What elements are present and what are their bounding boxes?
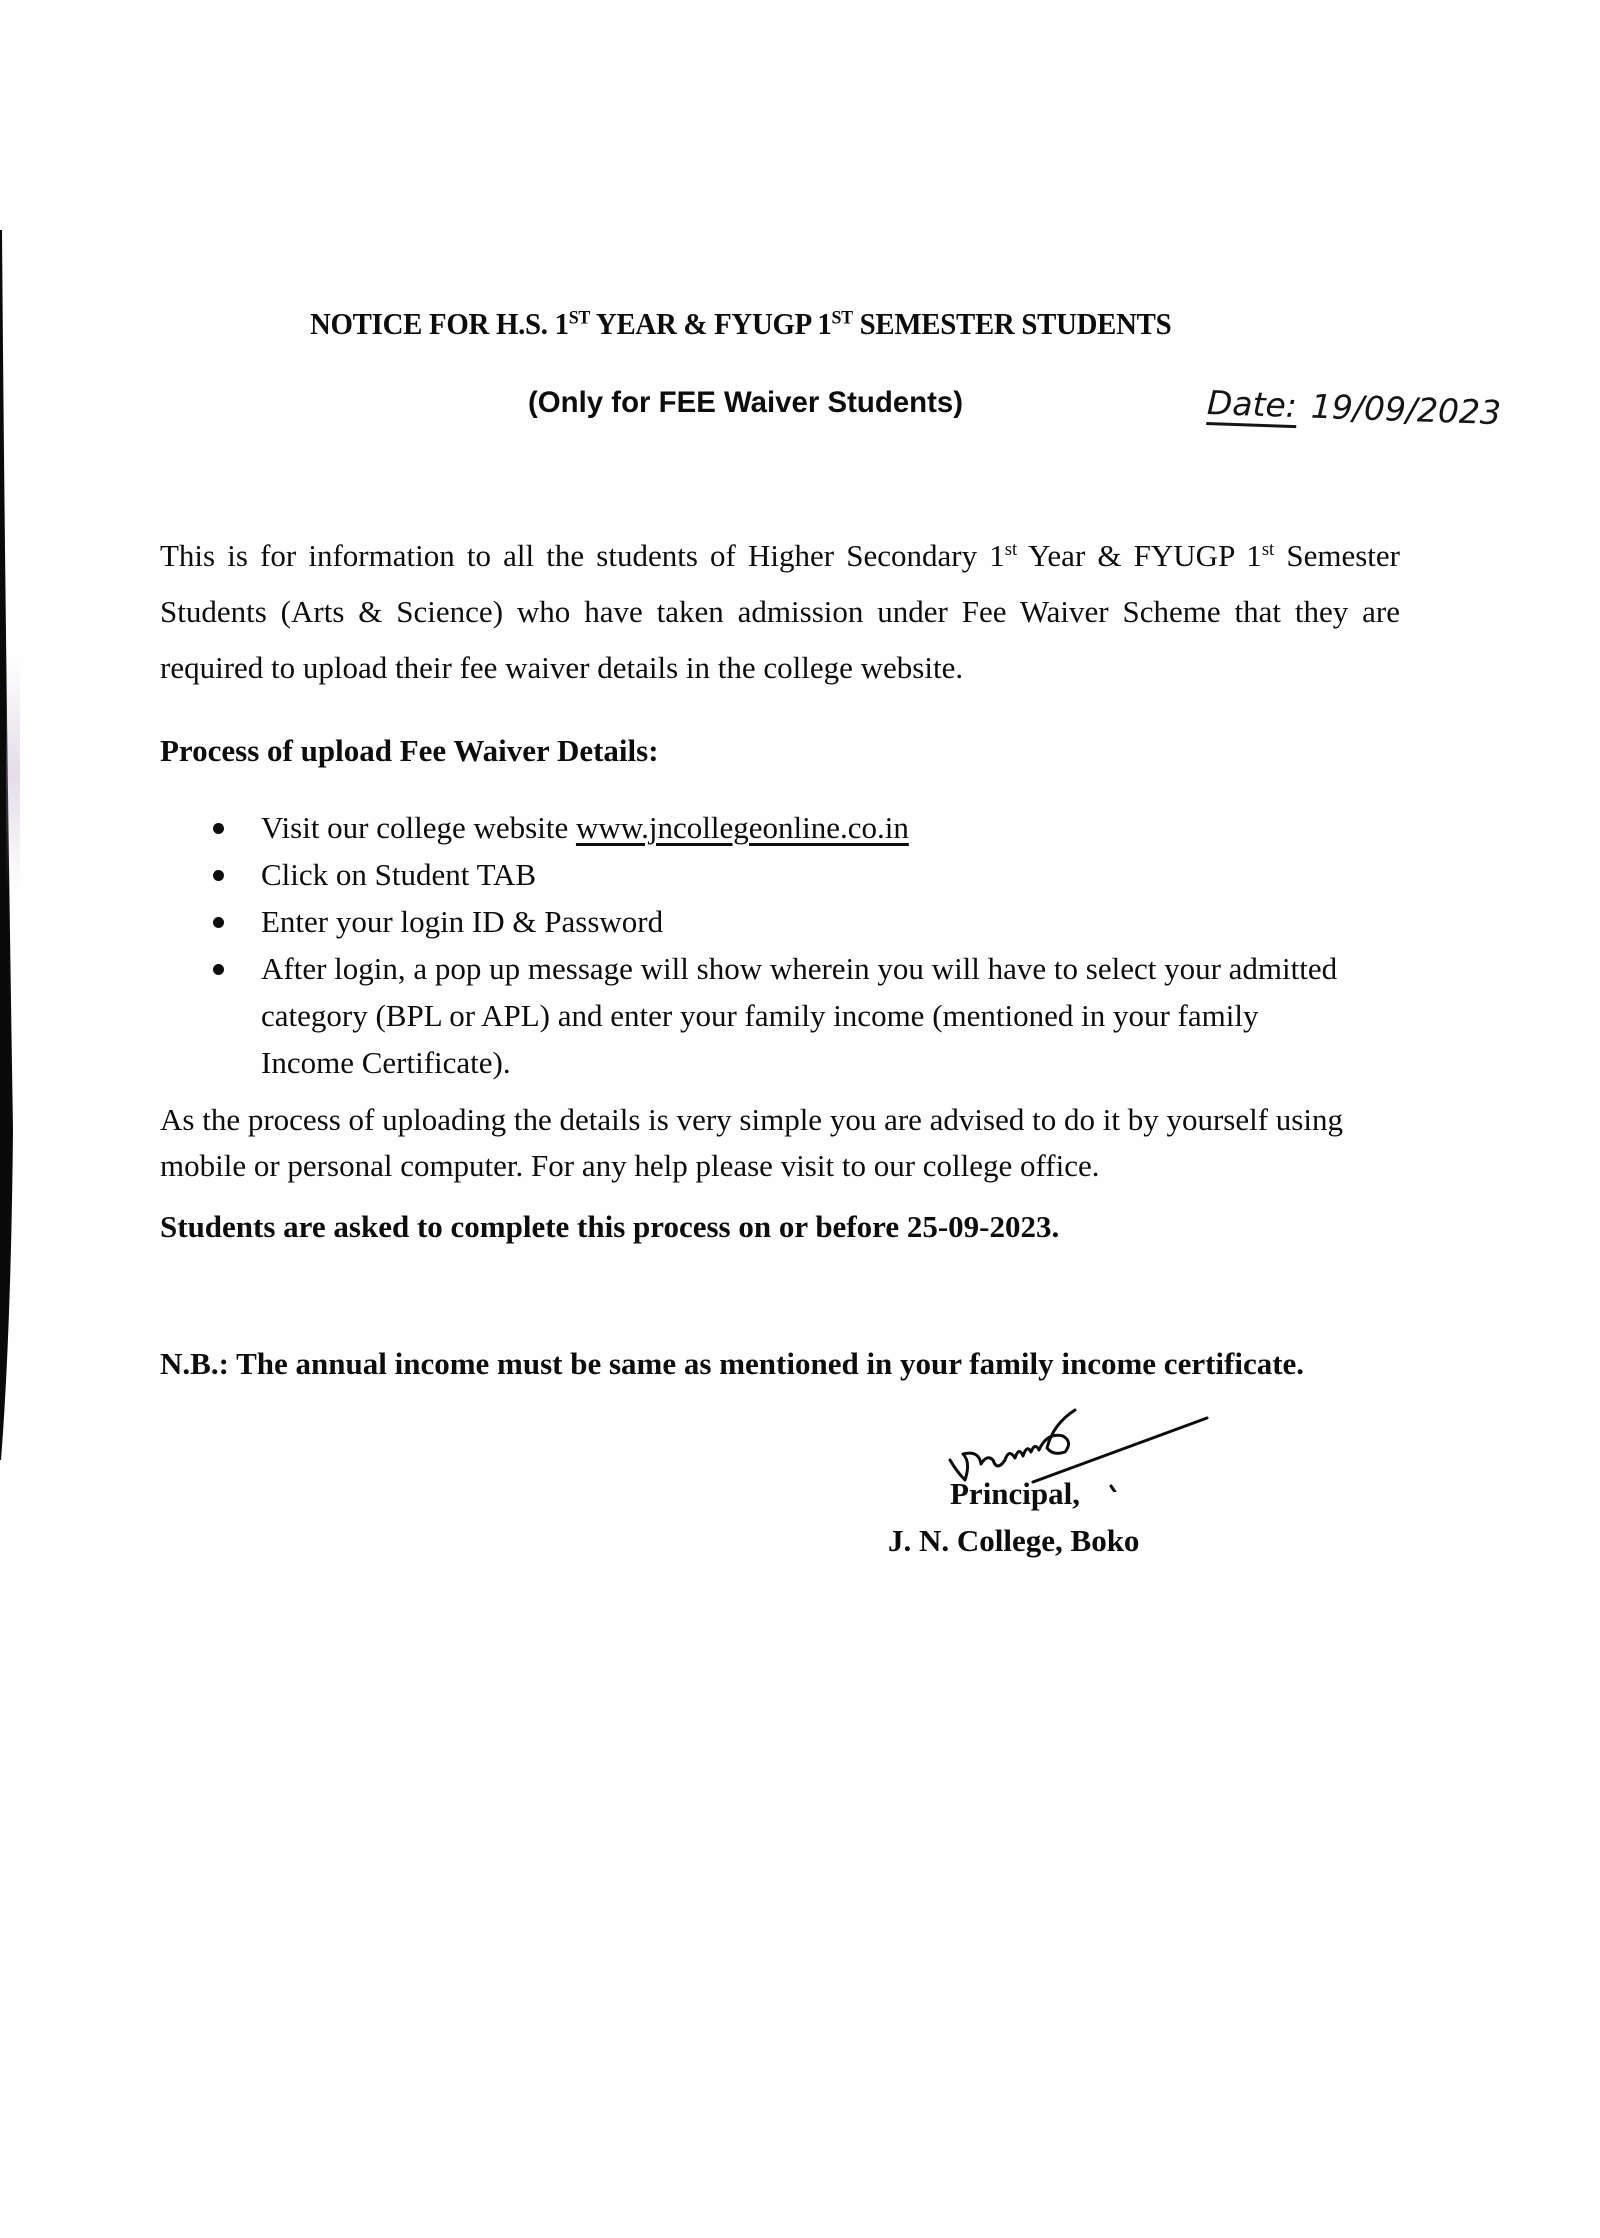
step-text: After login, a pop up message will show wherein you will have to select your admitted category (BPL or APL) and enter your family income (mentioned in your family Income Certificate). xyxy=(261,951,1338,1080)
date-label: Date: xyxy=(1206,383,1298,426)
scan-smudge xyxy=(6,660,20,890)
process-steps-list xyxy=(160,804,1400,1086)
intro-superscript: st xyxy=(1261,538,1275,560)
signatory-title: Principal, xyxy=(950,1476,1081,1511)
college-website-link[interactable]: www.jncollegeonline.co.in xyxy=(575,810,909,845)
date-value: 19/09/2023 xyxy=(1310,386,1502,433)
title-superscript: ST xyxy=(568,307,591,329)
intro-text: Year & FYUGP 1 xyxy=(1017,538,1262,573)
process-step xyxy=(160,804,1400,851)
intro-text: Semester Students (Arts & Science) who have taken admission under Fee Waiver Scheme that they are required to upload their fee waiver details in the college website. xyxy=(160,538,1400,685)
notice-subtitle: (Only for FEE Waiver Students) xyxy=(528,386,964,419)
advice-paragraph: As the process of uploading the details is very simple you are advised to do it by yourself using mobile or personal computer. For any help please visit to our college office. xyxy=(160,1102,1343,1183)
title-text: YEAR & FYUGP 1 xyxy=(590,306,832,341)
notice-title xyxy=(310,306,1194,342)
intro-superscript: st xyxy=(1004,538,1018,560)
title-superscript: ST xyxy=(831,307,853,329)
bullet-dot-icon xyxy=(213,917,224,928)
title-text: NOTICE FOR H.S. 1 xyxy=(310,306,569,341)
bullet-dot-icon xyxy=(213,870,224,881)
process-step xyxy=(160,851,1400,898)
nota-bene: N.B.: The annual income must be same as mentioned in your family income certificate. xyxy=(160,1346,1305,1381)
process-step xyxy=(160,898,1400,945)
process-step xyxy=(160,945,1400,1086)
step-text: Click on Student TAB xyxy=(261,857,537,892)
signatory-organization: J. N. College, Boko xyxy=(888,1523,1140,1558)
bullet-dot-icon xyxy=(213,823,224,834)
title-text: SEMESTER STUDENTS xyxy=(852,306,1172,341)
step-text: Visit our college website xyxy=(261,810,576,845)
intro-text: This is for information to all the students of Higher Secondary 1 xyxy=(160,538,1005,573)
intro-paragraph xyxy=(160,528,1400,696)
bullet-dot-icon xyxy=(213,964,224,975)
step-text: Enter your login ID & Password xyxy=(261,904,664,939)
handwritten-date xyxy=(1206,383,1501,432)
process-heading: Process of upload Fee Waiver Details: xyxy=(160,733,659,768)
deadline-notice: Students are asked to complete this process on or before 25-09-2023. xyxy=(160,1209,1060,1244)
